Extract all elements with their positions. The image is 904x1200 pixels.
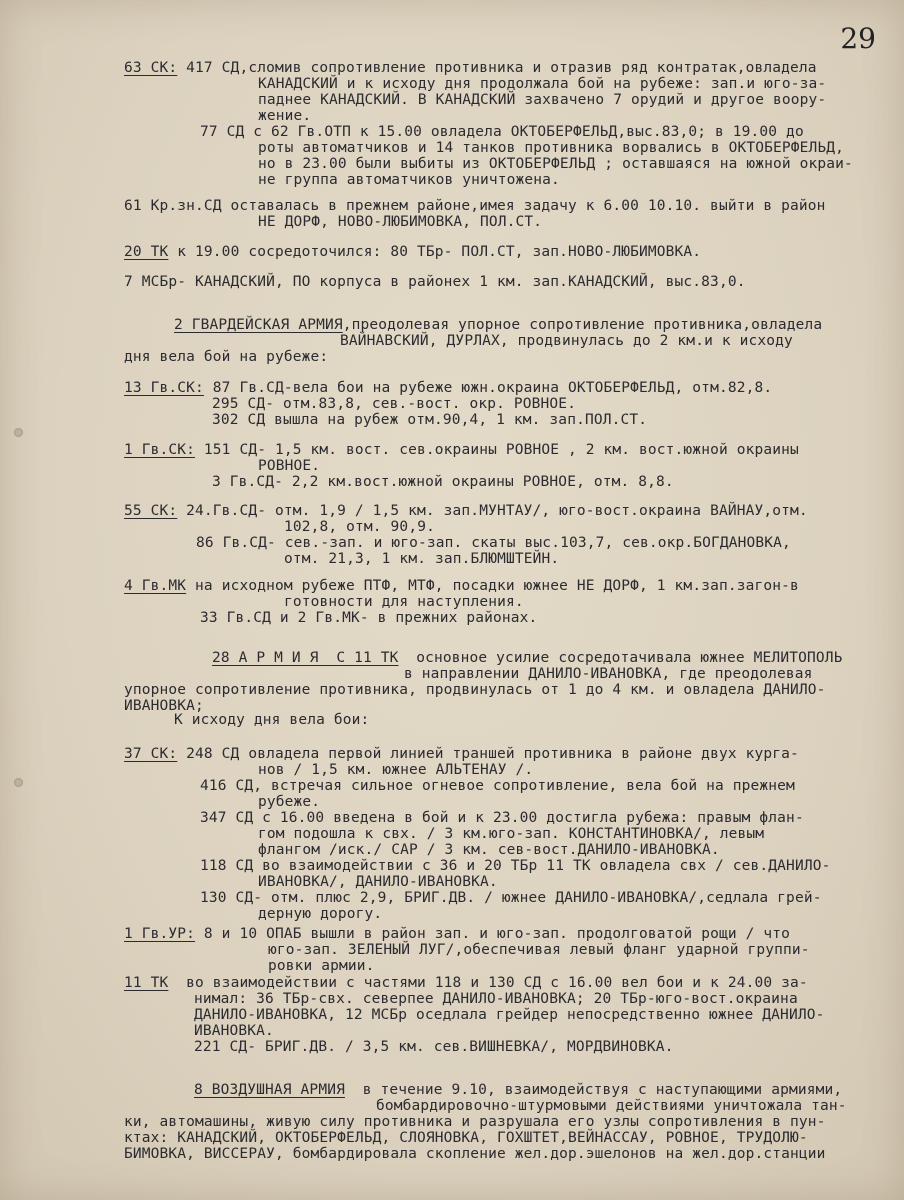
text-segment: 248 СД овладела первой линией траншей противника в районе двух курга- (177, 746, 799, 762)
text-line (258, 762, 533, 778)
text-segment: отм. 21,3, 1 км. зап.БЛЮМШТЕЙН. (284, 551, 560, 567)
unit-heading: 2 ГВАРДЕЙСКАЯ АРМИЯ (174, 317, 343, 333)
text-segment: нимал: 36 ТБр-свх. северпее ДАНИЛО-ИВАНОВКА; 20 ТБр-юго-вост.окраина (194, 991, 798, 1007)
text-segment: 86 Гв.СД- сев.-зап. и юго-зап. скаты выс.103,7, сев.окр.БОГДАНОВКА, (196, 535, 791, 551)
text-line (200, 778, 795, 794)
unit-heading: 8 ВОЗДУШНАЯ АРМИЯ (194, 1082, 345, 1098)
text-segment: ,преодолевая упорное сопротивление противника,овладела (342, 317, 823, 333)
text-segment: юго-зап. ЗЕЛЕНЫЙ ЛУГ/,обеспечивая левый фланг ударной группи- (268, 942, 810, 958)
text-line (174, 317, 822, 333)
punch-hole (14, 428, 23, 437)
text-segment: ВАЙНАВСКИЙ, ДУРЛАХ, продвинулась до 2 км.и к исходу (340, 333, 793, 349)
text-line (174, 712, 369, 728)
text-segment: гом подошла к свх. / 3 км.юго-зап. КОНСТАНТИНОВКА/, левым (258, 826, 765, 842)
text-segment: 130 СД- отм. плюс 2,9, БРИГ.ДВ. / южнее ДАНИЛО-ИВАНОВКА/,седлала грей- (200, 890, 822, 906)
text-line (200, 810, 804, 826)
text-segment: ДАНИЛО-ИВАНОВКА, 12 МСБр оседлала грейдер непосредственно южнее ДАНИЛО- (194, 1007, 825, 1023)
text-segment: 87 Гв.СД-вела бои на рубеже южн.окраина ОКТОБЕРФЕЛЬД, отм.82,8. (203, 380, 773, 396)
text-line (258, 108, 311, 124)
text-segment: РОВНОЕ. (258, 458, 321, 474)
text-line (124, 1130, 808, 1146)
unit-heading: 63 СК: (124, 60, 178, 76)
text-segment: 295 СД- отм.83,8, сев.-вост. окр. РОВНОЕ. (212, 396, 577, 412)
text-line (258, 92, 826, 108)
text-line (258, 906, 382, 922)
text-line (258, 214, 542, 230)
text-line (194, 1082, 842, 1098)
unit-heading: 37 СК: (124, 746, 178, 762)
text-line (124, 198, 826, 214)
text-line (376, 1098, 847, 1114)
text-segment: 151 СД- 1,5 км. вост. сев.окраины РОВНОЕ , 2 км. вост.южной окраины (195, 442, 799, 458)
text-line (404, 666, 812, 682)
text-line (284, 594, 524, 610)
text-segment: 417 СД,сломив сопротивление противника и отразив ряд контратак,овладела (177, 60, 817, 76)
text-segment: во взаимодействии с частями 118 и 130 СД с 16.00 вел бои и к 24.00 за- (168, 975, 808, 991)
text-line (194, 1007, 824, 1023)
text-segment: БИМОВКА, ВИССЕРАУ, бомбардировала скопление жел.дор.эшелонов на жел.дор.станции (124, 1146, 826, 1162)
unit-heading: 4 Гв.МК (124, 578, 187, 594)
text-segment: основное усилие сосредотачивала южнее МЕЛИТОПОЛЬ (398, 650, 843, 666)
text-segment: паднее КАНАДСКИЙ. В КАНАДСКИЙ захвачено 7 орудий и другое воору- (258, 92, 827, 108)
text-segment: КАНАДСКИЙ и к исходу дня продолжала бой на рубеже: зап.и юго-за- (258, 76, 827, 92)
text-segment: жение. (258, 108, 312, 124)
unit-heading: 11 ТК (124, 975, 169, 991)
text-segment: роты автоматчиков и 14 танков противника ворвались в ОКТОБЕРФЕЛЬД, (258, 140, 845, 156)
text-segment: бомбардировочно-штурмовыми действиями уничтожала тан- (376, 1098, 847, 1114)
text-segment: 3 Гв.СД- 2,2 км.вост.южной окраины РОВНОЕ, отм. 8,8. (212, 474, 674, 490)
text-segment: НЕ ДОРФ, НОВО-ЛЮБИМОВКА, ПОЛ.СТ. (258, 214, 543, 230)
text-segment: ИВАНОВКА/, ДАНИЛО-ИВАНОВКА. (258, 874, 498, 890)
punch-hole (14, 778, 23, 787)
text-line (258, 842, 720, 858)
text-line (124, 60, 817, 76)
text-line (124, 746, 799, 762)
text-segment: 347 СД с 16.00 введена в бой и к 23.00 достигла рубежа: правым флан- (200, 810, 804, 826)
text-line (124, 578, 799, 594)
text-line (124, 274, 746, 290)
text-segment: не группа автоматчиков уничтожена. (258, 172, 560, 188)
text-line (340, 333, 793, 349)
text-segment: 221 СД- БРИГ.ДВ. / 3,5 км. сев.ВИШНЕВКА/, МОРДВИНОВКА. (194, 1039, 674, 1055)
text-line (124, 503, 808, 519)
text-segment: рубеже. (258, 794, 321, 810)
text-segment: 416 СД, встречая сильное огневое сопротивление, вела бой на прежнем (200, 778, 795, 794)
text-line (268, 958, 375, 974)
text-line (200, 858, 830, 874)
text-line (124, 1114, 826, 1130)
text-segment: ровки армии. (268, 958, 375, 974)
text-line (194, 991, 798, 1007)
text-line (212, 412, 647, 428)
text-segment: дня вела бой на рубеже: (124, 349, 329, 365)
text-segment: ИВАНОВКА. (194, 1023, 274, 1039)
text-segment: 7 МСБр- КАНАДСКИЙ, ПО корпуса в районех 1 км. зап.КАНАДСКИЙ, выс.83,0. (124, 274, 746, 290)
text-line (212, 474, 674, 490)
text-segment: 8 и 10 ОПАБ вышли в район зап. и юго-зап. продолговатой рощи / что (195, 926, 790, 942)
unit-heading: 1 Гв.УР: (124, 926, 196, 942)
text-line (194, 1023, 274, 1039)
page-number: 29 (840, 22, 876, 55)
unit-heading: 13 Гв.СК: (124, 380, 204, 396)
text-line (200, 610, 537, 626)
text-line (258, 140, 844, 156)
text-line (124, 1146, 826, 1162)
text-segment: 61 Кр.зн.СД оставалась в прежнем районе,имея задачу к 6.00 10.10. выйти в район (124, 198, 826, 214)
text-segment: в течение 9.10, взаимодействуя с наступающими армиями, (344, 1082, 843, 1098)
text-segment: К исходу дня вела бои: (174, 712, 370, 728)
text-line (284, 519, 435, 535)
text-line (258, 826, 764, 842)
text-line (258, 76, 826, 92)
text-segment: на исходном рубеже ПТФ, МТФ, посадки южнее НЕ ДОРФ, 1 км.зап.загон-в (186, 578, 799, 594)
text-segment: ктах: КАНАДСКИЙ, ОКТОБЕРФЕЛЬД, СЛОЯНОВКА, ГОХШТЕТ,ВЕЙНАССАУ, РОВНОЕ, ТРУДОЛЮ- (124, 1130, 808, 1146)
text-segment: но в 23.00 были выбиты из ОКТОБЕРФЕЛЬД ; оставшаяся на южной окраи- (258, 156, 853, 172)
text-line (212, 396, 576, 412)
text-segment: ИВАНОВКА; (124, 698, 204, 714)
text-line (124, 682, 826, 698)
text-segment: 302 СД вышла на рубеж отм.90,4, 1 км. зап.ПОЛ.СТ. (212, 412, 648, 428)
text-segment: ки, автомашины, живую силу противника и разрушала его узлы сопротивления в пун- (124, 1114, 826, 1130)
text-line (258, 172, 560, 188)
text-line (124, 380, 772, 396)
text-line (268, 942, 810, 958)
text-segment: готовности для наступления. (284, 594, 524, 610)
text-line (196, 535, 791, 551)
text-line (124, 975, 808, 991)
text-segment: 24.Гв.СД- отм. 1,9 / 1,5 км. зап.МУНТАУ/, юго-вост.окраина ВАЙНАУ,отм. (177, 503, 808, 519)
text-segment: упорное сопротивление противника, продвинулась от 1 до 4 км. и овладела ДАНИЛО- (124, 682, 826, 698)
text-line (124, 244, 701, 260)
text-line (124, 349, 328, 365)
unit-heading: 1 Гв.СК: (124, 442, 196, 458)
text-line (124, 926, 790, 942)
text-segment: дерную дорогу. (258, 906, 383, 922)
text-segment: 77 СД с 62 Гв.ОТП к 15.00 овладела ОКТОБЕРФЕЛЬД,выс.83,0; в 19.00 до (200, 124, 804, 140)
text-segment: нов / 1,5 км. южнее АЛЬТЕНАУ /. (258, 762, 534, 778)
text-segment: 118 СД во взаимодействии с 36 и 20 ТБр 11 ТК овладела свх / сев.ДАНИЛО- (200, 858, 831, 874)
text-line (124, 442, 799, 458)
text-line (200, 124, 804, 140)
unit-heading: 20 ТК (124, 244, 169, 260)
text-line (200, 890, 822, 906)
text-line (284, 551, 559, 567)
text-segment: в направлении ДАНИЛО-ИВАНОВКА, где преодолевая (404, 666, 813, 682)
text-segment: флангом /иск./ САР / 3 км. сев-вост.ДАНИЛО-ИВАНОВКА. (258, 842, 720, 858)
text-line (258, 156, 853, 172)
text-line (212, 650, 842, 666)
text-line (258, 874, 498, 890)
text-segment: 33 Гв.СД и 2 Гв.МК- в прежних районах. (200, 610, 538, 626)
text-line (258, 458, 320, 474)
text-segment: 102,8, отм. 90,9. (284, 519, 435, 535)
unit-heading: 28 А Р М И Я С 11 ТК (212, 650, 399, 666)
text-line (258, 794, 320, 810)
text-line (194, 1039, 674, 1055)
text-segment: к 19.00 сосредоточился: 80 ТБр- ПОЛ.СТ, зап.НОВО-ЛЮБИМОВКА. (168, 244, 702, 260)
unit-heading: 55 СК: (124, 503, 178, 519)
